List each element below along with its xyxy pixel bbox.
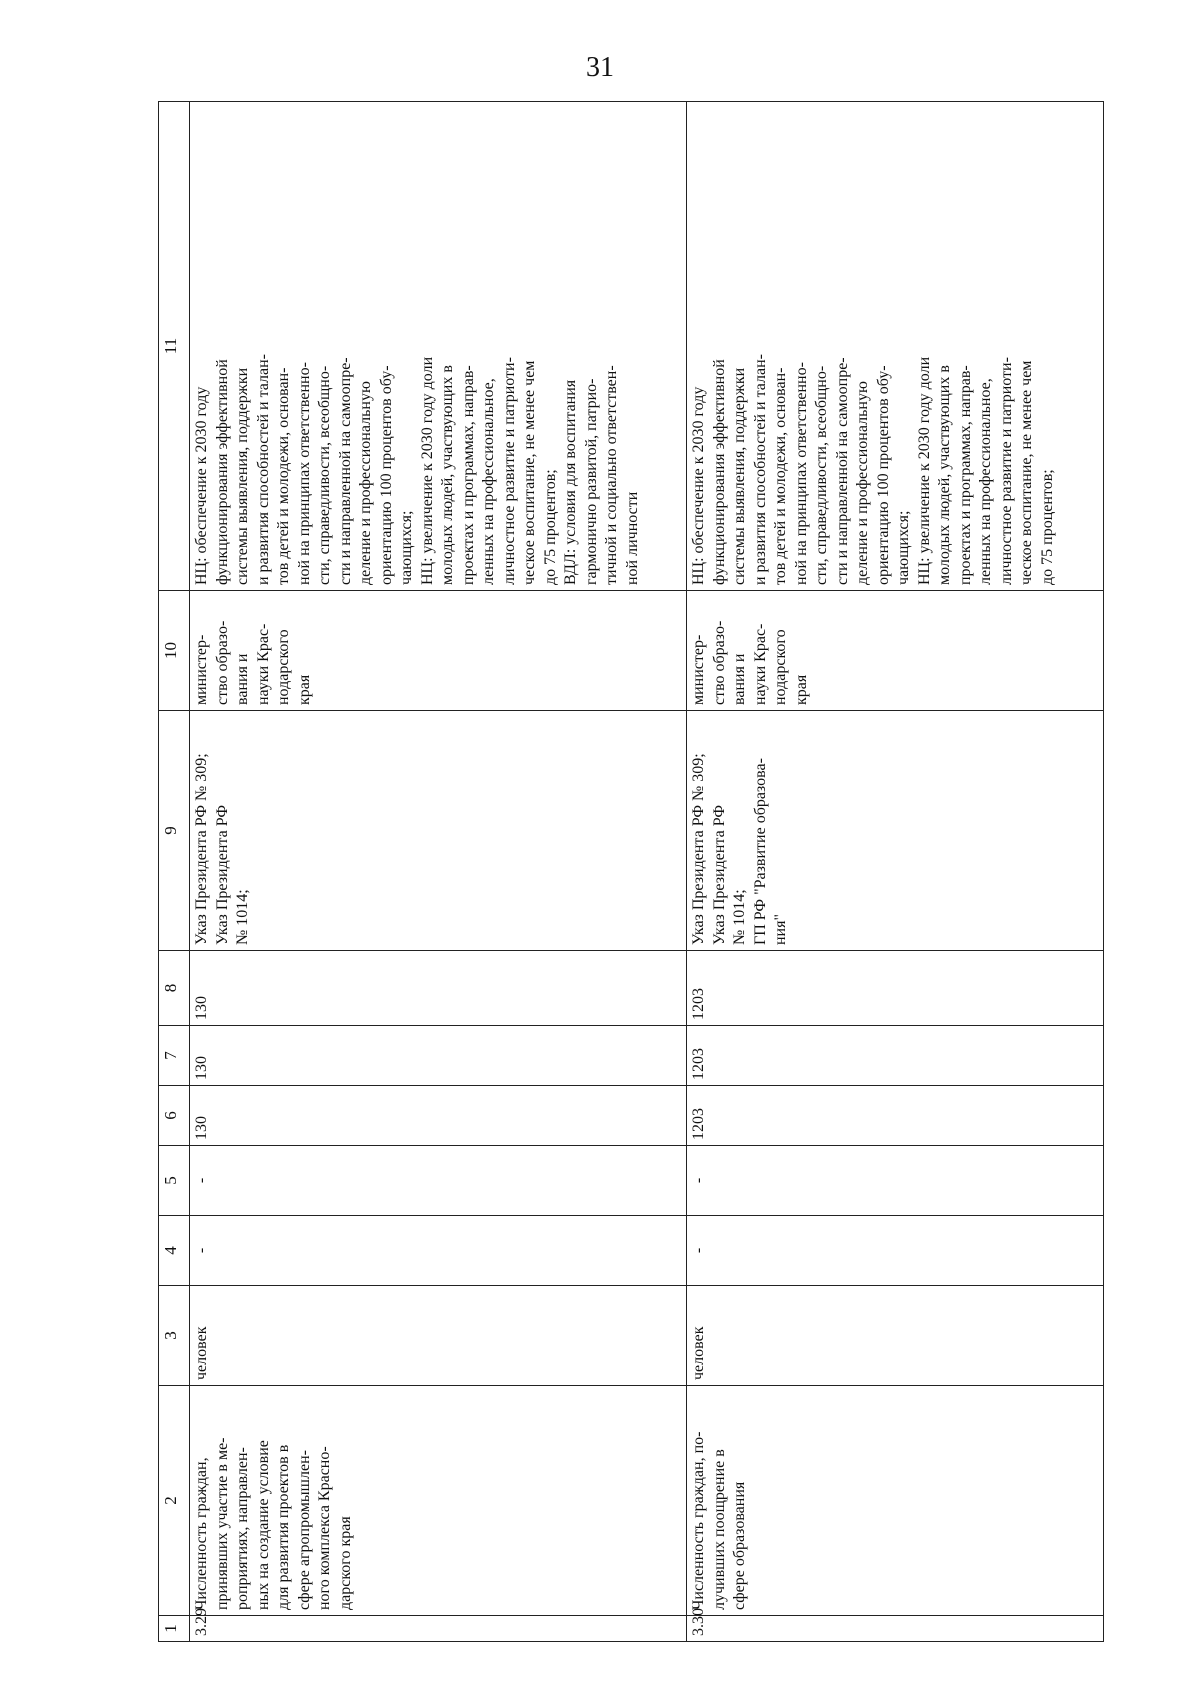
executor-cell: министер- ство образо- вания и науки Крас- нодарского края [190, 591, 687, 711]
row-number: 3.30 [687, 1616, 1104, 1642]
page-number: 31 [586, 52, 614, 83]
indicator-name: Численность граждан, по- лучивших поощрение в сфере образования [687, 1386, 1104, 1616]
col-header-8: 8 [159, 951, 190, 1026]
value-cell-5: - [190, 1146, 687, 1216]
col-header-10: 10 [159, 591, 190, 711]
value-cell-7: 130 [190, 1026, 687, 1086]
value-cell-5: - [687, 1146, 1104, 1216]
value-cell-7: 1203 [687, 1026, 1104, 1086]
value-cell-8: 130 [190, 951, 687, 1026]
unit-cell: человек [190, 1286, 687, 1386]
col-header-5: 5 [159, 1146, 190, 1216]
executor-cell: министер- ство образо- вания и науки Крас- нодарского края [687, 591, 1104, 711]
table-rotation-wrapper [158, 102, 1138, 1642]
value-cell-6: 130 [190, 1086, 687, 1146]
row-number: 3.29 [190, 1616, 687, 1642]
value-cell-4: - [687, 1216, 1104, 1286]
col-header-6: 6 [159, 1086, 190, 1146]
indicator-table [158, 101, 1104, 1642]
table-row [687, 102, 1104, 1642]
value-cell-8: 1203 [687, 951, 1104, 1026]
header-row [159, 102, 190, 1642]
basis-cell: Указ Президента РФ № 309; Указ Президента РФ № 1014; [190, 711, 687, 951]
goals-cell: НЦ: обеспечение к 2030 году функционирования эффективной системы выявления, поддержки и развития способностей и талан- тов детей и молодежи, основан- ной на принципах ответственно- сти, справедливости, всеобщно- сти и направленной на самоопре- деление и профессиональную ориентацию 100 процентов обу- чающихся; НЦ: увеличение к 2030 году доли молодых людей, участвующих в проектах и программах, направ- ленных на профессиональное, личностное развитие и патриоти- ческое воспитание, не менее чем до 75 процентов; ВДЛ: условия для воспитания гармонично развитой, патрио- тичной и социально ответствен- ной личности [190, 102, 687, 591]
col-header-7: 7 [159, 1026, 190, 1086]
basis-cell: Указ Президента РФ № 309; Указ Президента РФ № 1014; ГП РФ "Развитие образова- ния" [687, 711, 1104, 951]
col-header-4: 4 [159, 1216, 190, 1286]
col-header-11: 11 [159, 102, 190, 591]
unit-cell: человек [687, 1286, 1104, 1386]
goals-cell: НЦ: обеспечение к 2030 году функционирования эффективной системы выявления, поддержки и развития способностей и талан- тов детей и молодежи, основан- ной на принципах ответственно- сти, справедливости, всеобщно- сти и направленной на самоопре- деление и профессиональную ориентацию 100 процентов обу- чающихся; НЦ: увеличение к 2030 году доли молодых людей, участвующих в проектах и программах, направ- ленных на профессиональное, личностное развитие и патриоти- ческое воспитание, не менее чем до 75 процентов; [687, 102, 1104, 591]
col-header-3: 3 [159, 1286, 190, 1386]
indicator-name: Численность граждан, принявших участие в ме- роприятиях, направлен- ных на создание условие для развития проектов в сфере агропромышлен- ного комплекса Красно- дарского края [190, 1386, 687, 1616]
col-header-9: 9 [159, 711, 190, 951]
value-cell-4: - [190, 1216, 687, 1286]
value-cell-6: 1203 [687, 1086, 1104, 1146]
col-header-2: 2 [159, 1386, 190, 1616]
rotated-table-area [158, 102, 1200, 1636]
col-header-1: 1 [159, 1616, 190, 1642]
table-row [190, 102, 687, 1642]
